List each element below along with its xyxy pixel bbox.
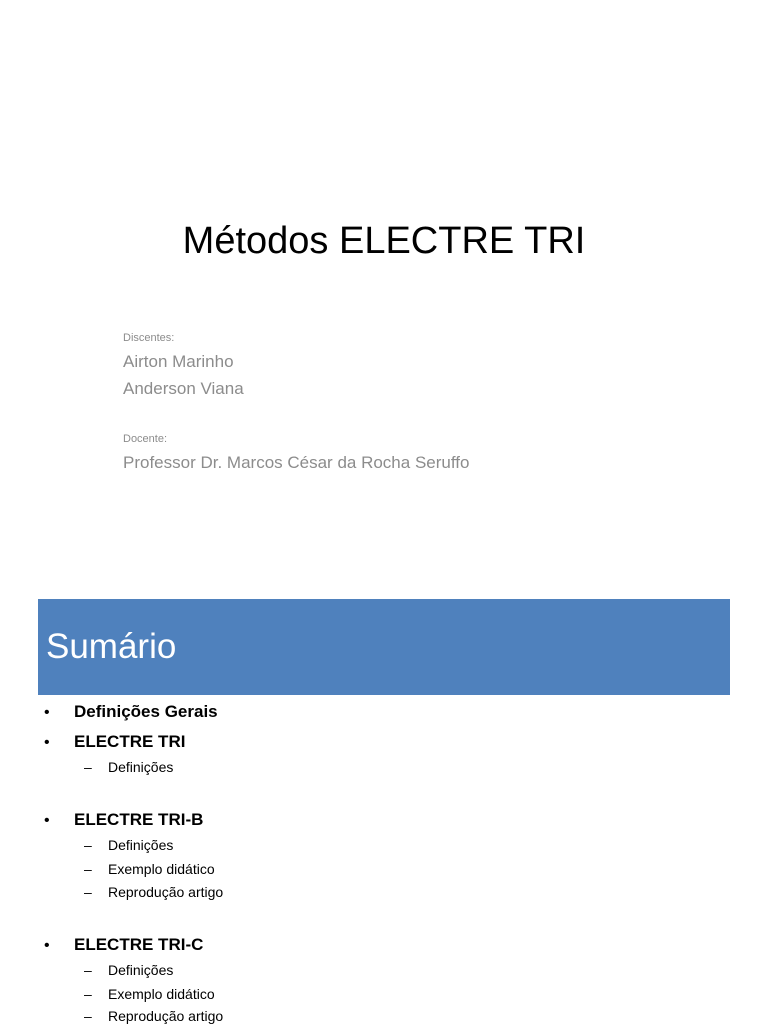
summary-item-label: ELECTRE TRI <box>74 732 186 751</box>
summary-subitem <box>84 986 215 1002</box>
discente-name: Airton Marinho <box>123 352 234 371</box>
dash-icon: – <box>84 861 92 877</box>
dash-icon: – <box>84 962 92 978</box>
summary-subitem-label: Reprodução artigo <box>108 884 224 900</box>
summary-subitem-label: Exemplo didático <box>108 861 215 877</box>
docente-label: Docente: <box>123 433 168 445</box>
summary-subitem <box>84 1008 223 1024</box>
bullet-icon: • <box>44 734 50 751</box>
summary-subitem <box>84 861 215 877</box>
summary-subitem-label: Definições <box>108 759 174 775</box>
summary-item <box>44 732 185 752</box>
dash-icon: – <box>84 837 92 853</box>
summary-subitem-label: Definições <box>108 837 174 853</box>
dash-icon: – <box>84 759 92 775</box>
summary-title: Sumário <box>46 627 177 666</box>
summary-subitem <box>84 837 173 853</box>
summary-item-label: Definições Gerais <box>74 702 218 721</box>
discente-name: Anderson Viana <box>123 379 244 398</box>
summary-subitem-label: Reprodução artigo <box>108 1008 224 1024</box>
slide-title: Métodos ELECTRE TRI <box>182 220 586 262</box>
dash-icon: – <box>84 986 92 1002</box>
summary-item <box>44 935 203 955</box>
docente-name: Professor Dr. Marcos César da Rocha Seruffo <box>123 453 470 472</box>
summary-item-label: ELECTRE TRI-B <box>74 810 204 829</box>
bullet-icon: • <box>44 812 50 829</box>
summary-banner <box>38 599 730 695</box>
summary-item-label: ELECTRE TRI-C <box>74 935 204 954</box>
dash-icon: – <box>84 1008 92 1024</box>
summary-subitem-label: Definições <box>108 962 174 978</box>
bullet-icon: • <box>44 704 50 721</box>
summary-item <box>44 702 218 722</box>
summary-item <box>44 810 203 830</box>
discentes-label: Discentes: <box>123 332 175 344</box>
summary-subitem <box>84 759 173 775</box>
dash-icon: – <box>84 884 92 900</box>
bullet-icon: • <box>44 937 50 954</box>
summary-subitem-label: Exemplo didático <box>108 986 215 1002</box>
summary-subitem <box>84 962 173 978</box>
summary-subitem <box>84 884 223 900</box>
